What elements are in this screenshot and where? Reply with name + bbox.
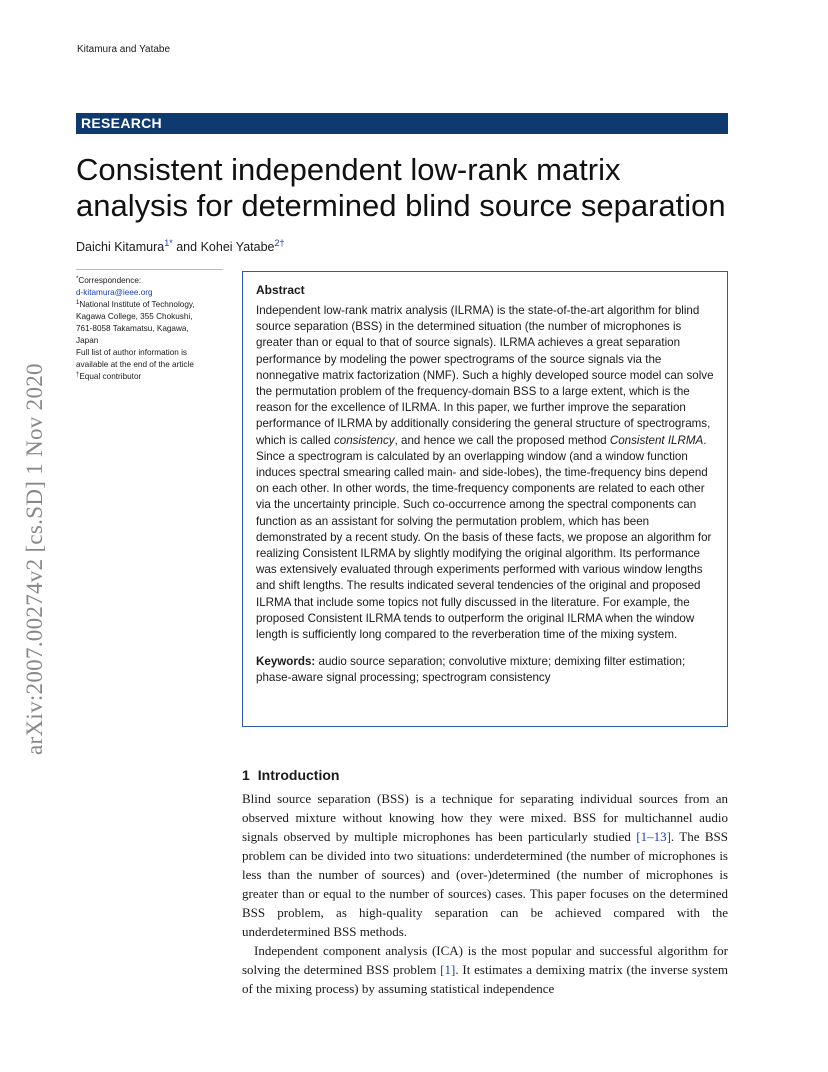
arxiv-identifier-stamp: arXiv:2007.00274v2 [cs.SD] 1 Nov 2020 <box>22 363 47 755</box>
section-heading-introduction <box>242 767 339 783</box>
correspondence-label: Correspondence: <box>78 276 142 285</box>
author-2-marks[interactable]: 2† <box>274 238 285 248</box>
abstract-box <box>242 271 728 727</box>
author-connector: and <box>176 240 198 254</box>
section-number: 1 <box>242 767 250 783</box>
intro-paragraph-2 <box>242 941 728 998</box>
running-head: Kitamura and Yatabe <box>77 44 171 55</box>
affiliation-mark: 1 <box>76 300 80 306</box>
intro-p1-text-a: Blind source separation (BSS) is a technique for separating individual sources from an observed mixture without knowing how they were mixed. BSS for multichannel audio signals observed by multiple microphones has been particularly studied <box>242 791 728 844</box>
abstract-term-consistency: consistency <box>333 433 395 447</box>
keywords-label: Keywords: <box>256 655 316 669</box>
affiliation-line-1 <box>76 299 223 311</box>
equal-contributor-mark: † <box>76 372 80 378</box>
correspondence-email-link[interactable]: d-kitamura@ieee.org <box>76 288 153 297</box>
citation-link[interactable]: [1–13] <box>636 829 671 844</box>
equal-contributor-text: Equal contributor <box>79 372 142 381</box>
full-list-line-1: Full list of author information is <box>76 348 188 357</box>
author-line <box>76 240 285 254</box>
author-1-marks[interactable]: 1* <box>164 238 173 248</box>
intro-p2-text-b: . It estimates a demixing matrix (the inverse system of the mixing process) by assuming statistical independence <box>242 962 729 996</box>
full-list-line-2: available at the end of the article <box>76 360 194 369</box>
affiliation-text-1: National Institute of Technology, <box>79 300 195 309</box>
abstract-method-name: Consistent ILRMA <box>609 433 704 447</box>
author-1-name: Daichi Kitamura <box>76 240 165 254</box>
section-title: Introduction <box>257 767 340 783</box>
keywords <box>256 654 715 686</box>
author-2-name: Kohei Yatabe <box>200 240 275 254</box>
abstract-text-part-3: . Since a spectrogram is calculated by an overlapping window (and a window function induces spectral smearing called main- and side-lobes), the time-frequency bins depend on each other. In other words, the time-frequency components are related to each other via the uncertainty principle. Such co-occurrence among the spectral components can function as an assistant for solving the permutation problem, which has been demonstrated by a recent study. On the basis of these facts, we propose an algorithm for realizing Consistent ILRMA by slightly modifying the original algorithm. Its performance was extensively evaluated through experiments performed with various window lengths and shift lengths. The results indicated several tendencies of the original and proposed ILRMA that include some topics not fully discussed in the literature. For example, the proposed Consistent ILRMA tends to outperform the original ILRMA when the window length is sufficiently long compared to the reverberation time of the mixing system. <box>256 433 712 642</box>
author-side-note <box>76 269 223 383</box>
citation-link[interactable]: [1] <box>440 962 456 977</box>
affiliation-line-2: Kagawa College, 355 Chokushi, <box>76 312 193 321</box>
intro-p1-text-b: . The BSS problem can be divided into two situations: underdetermined (the number of microphones is less than the number of sources) and (over-)determined (the number of microphones is greater than or equal to the number of sources) cases. This paper focuses on the determined BSS problem, as high-quality separation can be achieved compared with the underdetermined BSS methods. <box>242 829 729 939</box>
affiliation-line-3: 761-8058 Takamatsu, Kagawa, <box>76 324 189 333</box>
introduction-body <box>242 789 728 998</box>
abstract-text-part-2: , and hence we call the proposed method <box>394 433 610 447</box>
section-label-bar: RESEARCH <box>76 113 728 134</box>
abstract-heading: Abstract <box>256 283 305 297</box>
intro-p2-text-a: Independent component analysis (ICA) is the most popular and successful algorithm for solving the determined BSS problem <box>242 943 728 977</box>
intro-paragraph-1 <box>242 789 728 941</box>
abstract-text-part-1: Independent low-rank matrix analysis (ILRMA) is the state-of-the-art algorithm for blind source separation (BSS) in the determined situation (the number of microphones is greater than or equal to that of source signals). ILRMA achieves a great separation performance by modeling the power spectrograms of the source signals via the nonnegative matrix factorization (NMF). Such a highly developed source model can solve the permutation problem of the frequency-domain BSS to a large extent, which is the reason for the excellence of ILRMA. In this paper, we further improve the separation performance of ILRMA by additionally considering the general structure of spectrograms, which is called <box>256 304 714 447</box>
paper-title: Consistent independent low-rank matrix analysis for determined blind source separation <box>76 152 726 223</box>
correspondence-line <box>76 275 223 287</box>
abstract-text <box>256 303 715 643</box>
keywords-list: audio source separation; convolutive mixture; demixing filter estimation; phase-aware signal processing; spectrogram consistency <box>256 655 686 685</box>
equal-contributor-line <box>76 371 223 383</box>
affiliation-line-4: Japan <box>76 336 99 345</box>
correspondence-mark: * <box>76 276 79 282</box>
